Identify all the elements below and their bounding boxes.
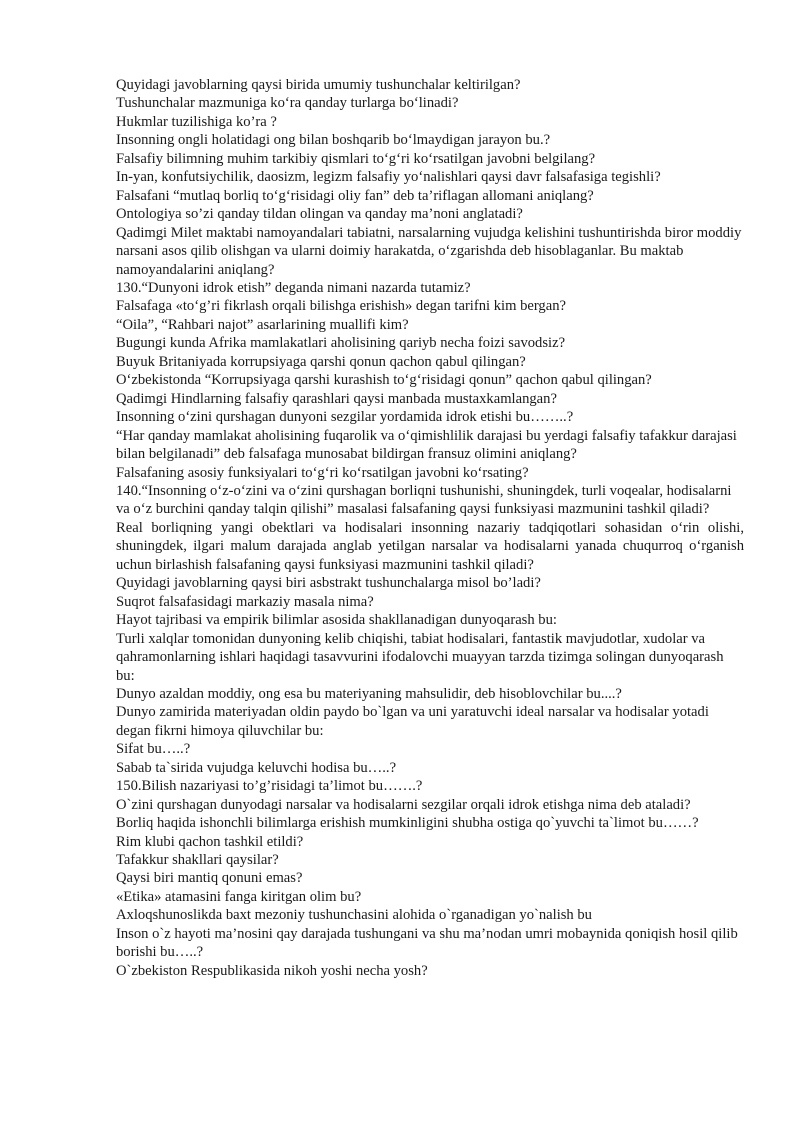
question-line: Qadimgi Milet maktabi namoyandalari tabiatni, narsalarning vujudga kelishini tushuntirishda biror moddiy narsani asos qilib olishgan va ularni doimiy harakatda, o‘zgarishda deb hisoblaganlar. Bu maktab namoyandalarini aniqlang? bbox=[116, 224, 742, 278]
question-line: Rim klubi qachon tashkil etildi? bbox=[116, 833, 304, 850]
question-line: Quyidagi javoblarning qaysi biri asbstrakt tushunchalarga misol bo’ladi? bbox=[116, 575, 541, 592]
question-line: Quyidagi javoblarning qaysi birida umumiy tushunchalar keltirilgan? bbox=[116, 77, 521, 93]
question-line: O`zini qurshagan dunyodagi narsalar va hodisalarni sezgilar orqali idrok etishga nima deb ataladi? bbox=[116, 796, 691, 813]
question-line: Qadimgi Hindlarning falsafiy qarashlari qaysi manbada mustaxkamlangan? bbox=[116, 390, 557, 407]
question-line: “Oila”, “Rahbari najot” asarlarining muallifi kim? bbox=[116, 316, 409, 333]
question-line: Buyuk Britaniyada korrupsiyaga qarshi qonun qachon qabul qilingan? bbox=[116, 353, 526, 370]
question-line: Dunyo azaldan moddiy, ong esa bu materiyaning mahsulidir, deb hisoblovchilar bu....? bbox=[116, 685, 622, 702]
question-line: Insonning o‘zini qurshagan dunyoni sezgilar yordamida idrok etishi bu……..? bbox=[116, 409, 574, 426]
question-line: Falsafaga «to‘g’ri fikrlash orqali bilishga erishish» degan tarifni kim bergan? bbox=[116, 298, 566, 315]
question-line: Sifat bu…..? bbox=[116, 741, 191, 758]
question-line: 150.Bilish nazariyasi to’g’risidagi ta’limot bu…….? bbox=[116, 778, 423, 795]
question-line: Falsafiy bilimning muhim tarkibiy qismlari to‘g‘ri ko‘rsatilgan javobni belgilang? bbox=[116, 150, 596, 167]
question-line: Tafakkur shakllari qaysilar? bbox=[116, 852, 279, 869]
question-line: 130.“Dunyoni idrok etish” deganda nimani nazarda tutamiz? bbox=[116, 279, 471, 296]
question-line: Falsafani “mutlaq borliq to‘g‘risidagi oliy fan” deb ta’riflagan allomani aniqlang? bbox=[116, 187, 594, 204]
question-line: Dunyo zamirida materiyadan oldin paydo bo`lgan va uni yaratuvchi ideal narsalar va hodisalar yotadi degan fikrni himoya qiluvchilar bu: bbox=[116, 704, 709, 739]
question-line: Turli xalqlar tomonidan dunyoning kelib chiqishi, tabiat hodisalari, fantastik mavjudotlar, xudolar va qahramonlarning ishlari haqidagi tasavvurini ifodalovchi muayyan tarzda tizimga solingan dunyoqarash bu: bbox=[116, 630, 724, 684]
question-line: In-yan, konfutsiychilik, daosizm, legizm falsafiy yo‘nalishlari qaysi davr falsafasiga tegishli? bbox=[116, 169, 661, 186]
question-line: Real borliqning yangi obektlari va hodisalari insonning nazariy tadqiqotlari sohasidan o‘rin olishi, shuningdek, ilgari malum darajada anglab yetilgan narsalar va hodisalarni yanada chuqurroq o‘rganish uchun birlashish falsafaning qaysi funksiyasi mazmunini tashkil qiladi? bbox=[116, 519, 744, 573]
document-page bbox=[116, 76, 744, 980]
question-line: Ontologiya so’zi qanday tildan olingan va qanday ma’noni anglatadi? bbox=[116, 206, 523, 223]
question-line: Tushunchalar mazmuniga ko‘ra qanday turlarga bo‘linadi? bbox=[116, 95, 459, 112]
question-line: Bugungi kunda Afrika mamlakatlari aholisining qariyb necha foizi savodsiz? bbox=[116, 335, 566, 352]
question-line: Sabab ta`sirida vujudga keluvchi hodisa bu…..? bbox=[116, 759, 397, 776]
question-line: «Etika» atamasini fanga kiritgan olim bu? bbox=[116, 888, 362, 905]
question-line: “Har qanday mamlakat aholisining fuqarolik va o‘qimishlilik darajasi bu yerdagi falsafiy tafakkur darajasi bilan belgilanadi” deb falsafaga munosabat bildirgan fransuz olimini aniqlang? bbox=[116, 427, 737, 463]
question-line: 140.“Insonning o‘z-o‘zini va o‘zini qurshagan borliqni tushunishi, shuningdek, turli voqealar, hodisalarni va o‘z burchini qanday talqin qilishi” masalasi falsafaning qaysi funksiyasi mazmunini tashkil qiladi? bbox=[116, 482, 732, 518]
question-line: Insonning ongli holatidagi ong bilan boshqarib bo‘lmaydigan jarayon bu.? bbox=[116, 132, 551, 149]
question-line: Inson o`z hayoti ma’nosini qay darajada tushungani va shu ma’nodan umri mobaynida qoniqish hosil qilib borishi bu…..? bbox=[116, 925, 738, 961]
question-line: Hayot tajribasi va empirik bilimlar asosida shakllanadigan dunyoqarash bu: bbox=[116, 612, 557, 629]
question-line: Suqrot falsafasidagi markaziy masala nima? bbox=[116, 593, 374, 610]
question-line: Hukmlar tuzilishiga ko’ra ? bbox=[116, 113, 277, 130]
question-line: Qaysi biri mantiq qonuni emas? bbox=[116, 870, 303, 887]
question-line: Falsafaning asosiy funksiyalari to‘g‘ri ko‘rsatilgan javobni ko‘rsating? bbox=[116, 464, 529, 481]
question-line: O‘zbekistonda “Korrupsiyaga qarshi kurashish to‘g‘risidagi qonun” qachon qabul qilingan? bbox=[116, 372, 652, 389]
question-line: O`zbekiston Respublikasida nikoh yoshi necha yosh? bbox=[116, 962, 428, 979]
question-line: Axloqshunoslikda baxt mezoniy tushunchasini alohida o`rganadigan yo`nalish bu bbox=[116, 907, 592, 924]
question-line: Borliq haqida ishonchli bilimlarga erishish mumkinligini shubha ostiga qo`yuvchi ta`limot bu……? bbox=[116, 815, 699, 832]
